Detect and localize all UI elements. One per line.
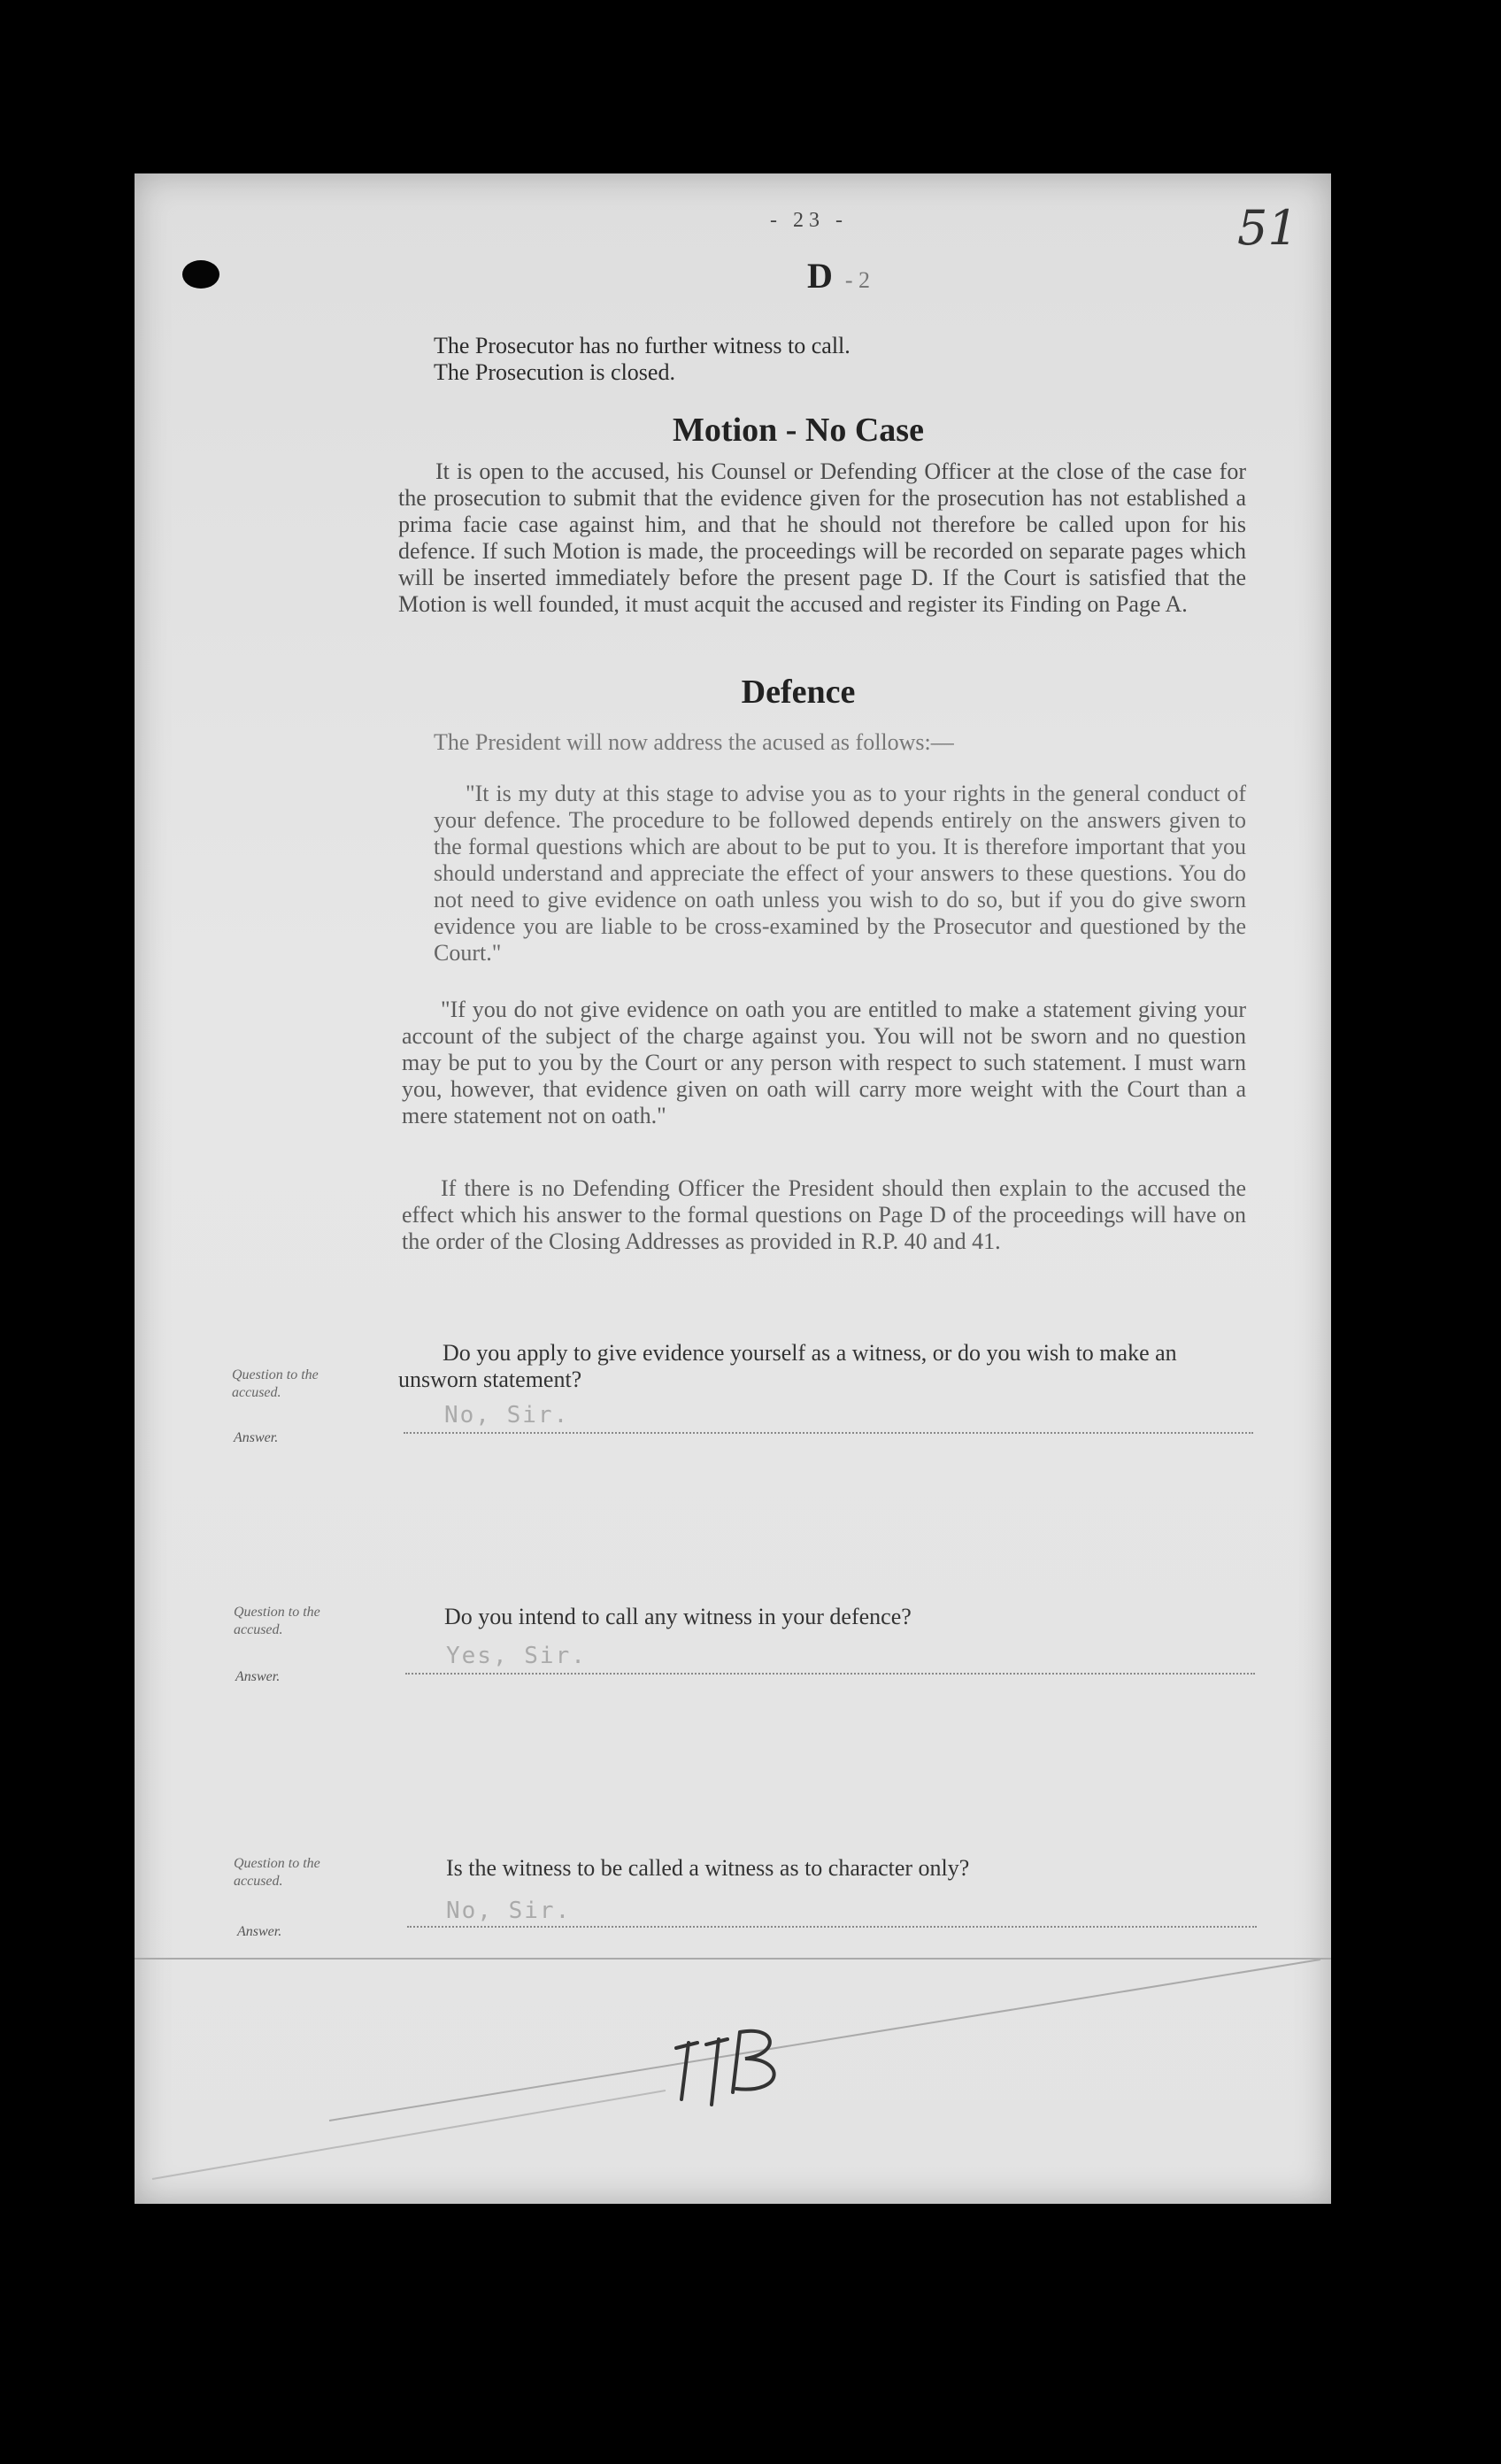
- question-3-side-label: Question to the accused.: [234, 1856, 320, 1889]
- motion-paragraph: It is open to the accused, his Counsel or Defending Officer at the close of the case for the prosecution to submit that the evidence given for the prosecution has not established a prima facie case against him, and that he should not therefore be called upon for his defence. If such Motion is made, the proceedings will be recorded on separate pages which will be inserted immediately before the present page D. If the Court is satisfied that the Motion is well founded, it must acquit the accused and register its Finding on Page A.: [398, 458, 1246, 617]
- motion-heading: Motion - No Case: [673, 412, 924, 449]
- strike-line-2: [152, 2091, 666, 2179]
- page-number: - 23 -: [770, 209, 848, 232]
- question-2-answer: Yes, Sir.: [446, 1643, 587, 1669]
- defence-quote-1: "It is my duty at this stage to advise you as to your rights in the general conduct of your defence. The procedure to be followed depends entirely on the answers given to the formal questions which are about to be put to you. It is therefore important that you should understand and appreciate the effect of your answers to these questions. You do not need to give evidence on oath unless you wish to do so, but if you do give sworn evidence you are liable to be cross-examined by the Prosecutor and questioned by the Court.": [434, 781, 1246, 966]
- strike-line-1: [329, 1960, 1320, 2121]
- page-code-letter: D: [807, 256, 833, 296]
- diagonal-strike-lines: [135, 173, 1331, 2204]
- question-1-side-label: Question to the accused.: [232, 1367, 319, 1400]
- question-2-side-label: Question to the accused.: [234, 1605, 320, 1637]
- defence-intro: The President will now address the acused as follows:—: [434, 729, 954, 755]
- defence-note: If there is no Defending Officer the President should then explain to the accused the effect which his answer to the formal questions on Page D of the proceedings will have on the order of the Closing Addresses as provided in R.P. 40 and 41.: [402, 1175, 1246, 1254]
- page-code-sub: - 2: [844, 267, 871, 293]
- question-3-answer-label: Answer.: [237, 1924, 282, 1939]
- question-3-answer: No, Sir.: [446, 1898, 572, 1924]
- question-1-text: Do you apply to give evidence yourself as a witness, or do you wish to make an unsworn statement?: [398, 1340, 1177, 1392]
- document-page: [135, 173, 1331, 2204]
- question-2-text: Do you intend to call any witness in your defence?: [444, 1604, 912, 1629]
- question-1-answer: No, Sir.: [444, 1402, 570, 1428]
- defence-heading: Defence: [741, 674, 856, 711]
- prosecution-line-2: The Prosecution is closed.: [434, 359, 675, 385]
- defence-quote-2: "If you do not give evidence on oath you are entitled to make a statement giving your account of the subject of the charge against you. You will not be sworn and no question may be put to you by the Court or any person with respect to such statement. I must warn you, however, that evidence given on oath will carry more weight with the Court than a mere statement not on oath.": [402, 997, 1246, 1128]
- signature-mark: [676, 2031, 774, 2105]
- question-3-text: Is the witness to be called a witness as to character only?: [446, 1855, 970, 1881]
- question-1-answer-label: Answer.: [234, 1430, 279, 1445]
- question-2-answer-label: Answer.: [235, 1669, 281, 1684]
- folio-number: 51: [1237, 200, 1298, 256]
- prosecution-line-1: The Prosecutor has no further witness to call.: [434, 333, 851, 358]
